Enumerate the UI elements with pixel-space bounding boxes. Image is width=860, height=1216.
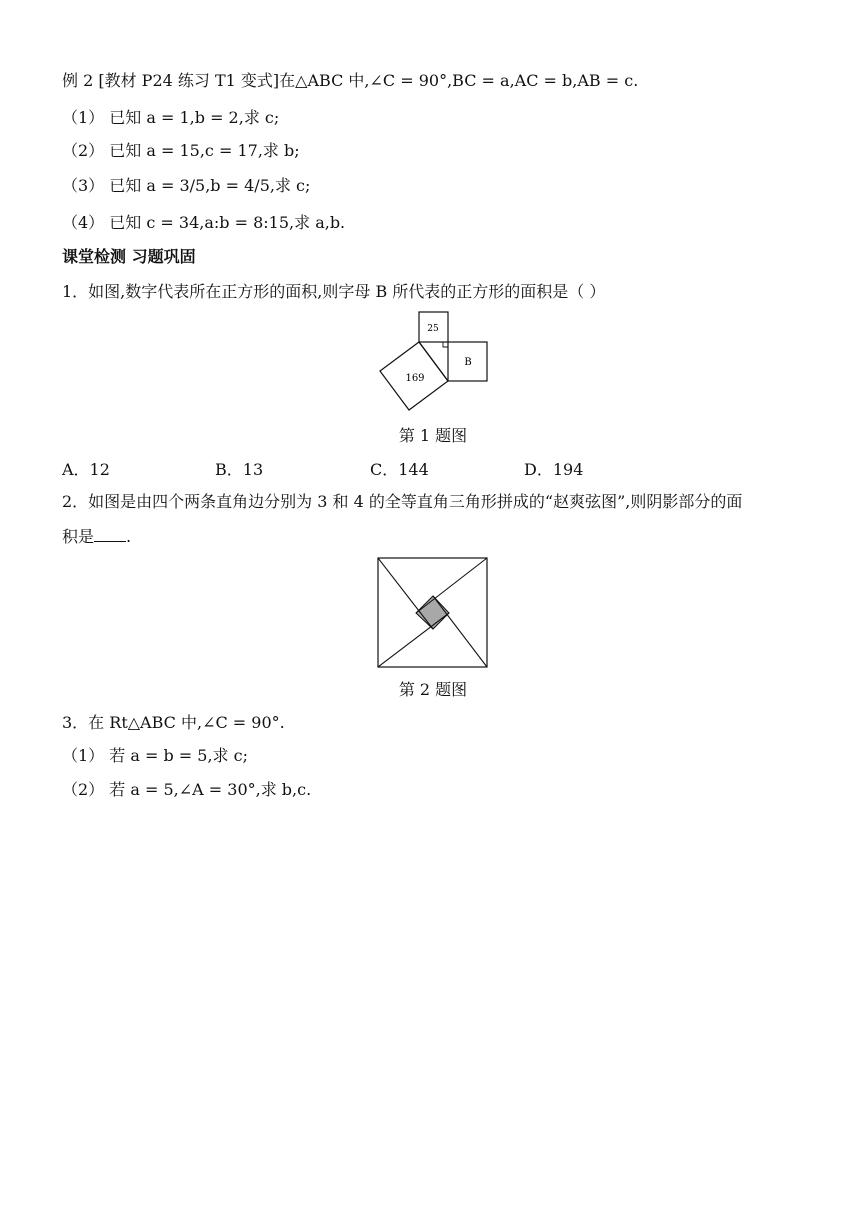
example-item-1: （1） 已知 a = 1,b = 2,求 c;	[62, 108, 280, 127]
label-25: 25	[427, 324, 439, 334]
label-169: 169	[405, 373, 425, 384]
section-heading: 课堂检测 习题巩固	[62, 247, 196, 266]
q3-item-1: （1） 若 a = b = 5,求 c;	[62, 746, 248, 765]
example-item-3: （3） 已知 a = 3/5,b = 4/5,求 c;	[62, 176, 311, 195]
answer-blank[interactable]	[94, 525, 126, 542]
edge-1	[378, 558, 433, 629]
q1-option-c[interactable]: C．144	[370, 460, 429, 479]
q1-stem: 1．如图,数字代表所在正方形的面积,则字母 B 所代表的正方形的面积是（ ）	[62, 282, 606, 301]
q2-stem-b: .	[126, 527, 132, 546]
example-item-4: （4） 已知 c = 34,a:b = 8:15,求 a,b.	[62, 213, 346, 232]
q1-option-b[interactable]: B．13	[215, 460, 264, 479]
q2-stem-line1: 2．如图是由四个两条直角边分别为 3 和 4 的全等直角三角形拼成的“赵爽弦图”,则阴影部分的面	[62, 492, 743, 511]
shaded-square	[416, 596, 449, 629]
edge-2	[416, 558, 487, 613]
q2-caption: 第 2 题图	[398, 680, 468, 699]
q1-option-a[interactable]: A．12	[62, 460, 110, 479]
q3-stem: 3．在 Rt△ABC 中,∠C = 90°.	[62, 713, 285, 732]
q2-stem-line2	[62, 525, 131, 548]
right-angle-mark	[443, 342, 448, 347]
q1-option-d[interactable]: D．194	[524, 460, 584, 479]
edge-3	[433, 596, 487, 667]
q2-stem-a: 积是	[62, 527, 95, 546]
label-b: B	[464, 357, 472, 368]
example-item-2: （2） 已知 a = 15,c = 17,求 b;	[62, 141, 300, 160]
example-title-text: 例 2 [教材 P24 练习 T1 变式]在△ABC 中,∠C = 90°,BC = a,AC = b,AB = c.	[62, 71, 639, 90]
q2-figure	[376, 556, 490, 669]
example-title	[62, 70, 638, 92]
edge-4	[378, 613, 449, 667]
q1-caption: 第 1 题图	[398, 426, 468, 445]
q3-item-2: （2） 若 a = 5,∠A = 30°,求 b,c.	[62, 780, 312, 799]
q1-figure	[375, 308, 495, 420]
